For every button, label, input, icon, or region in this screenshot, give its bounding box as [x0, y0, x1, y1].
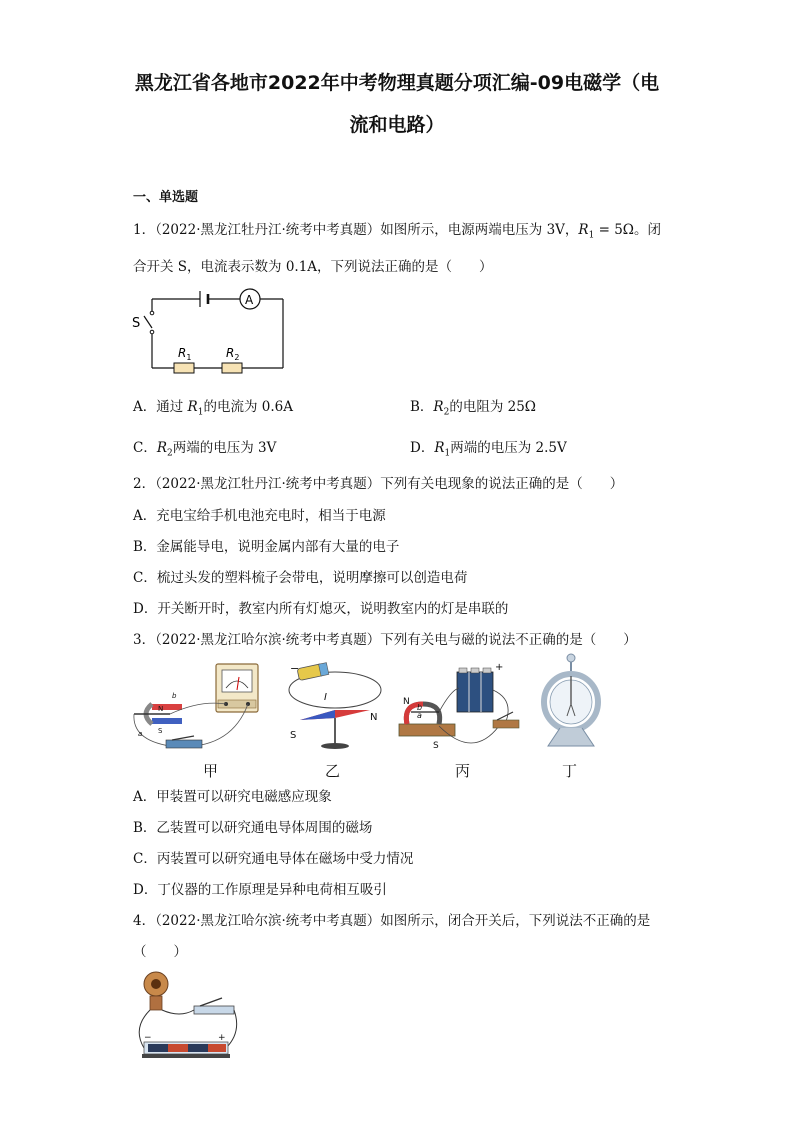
- wooden-base: [399, 724, 455, 736]
- q3-caption-jia: 甲: [203, 762, 219, 780]
- q3-option-a[interactable]: A．甲装置可以研究电磁感应现象: [133, 789, 332, 805]
- q1-option-c-prefix: C．: [133, 440, 157, 456]
- q1-option-d-text: 两端的电压为 2.5V: [450, 440, 567, 456]
- q1-option-c-sub: 2: [167, 448, 173, 459]
- q1-option-b-sub: 2: [443, 407, 450, 418]
- q3-caption-bing: 丙: [455, 762, 471, 780]
- q1-r1-symbol: R: [578, 222, 589, 238]
- q3-figure-ding: [536, 652, 606, 752]
- q1-option-d-sub: 1: [444, 448, 451, 459]
- q2-option-c[interactable]: C．梳过头发的塑料梳子会带电，说明摩擦可以创造电荷: [133, 570, 468, 586]
- q1-stem-text-a: 1．（2022·黑龙江牡丹江·统考中考真题）如图所示，电源两端电压为 3V，: [133, 222, 579, 238]
- q3-bing-n-label: N: [403, 697, 410, 707]
- q1-option-a-symbol: R: [187, 399, 198, 415]
- q1-option-d-prefix: D．: [410, 440, 435, 456]
- q3-jia-b-label: b: [172, 692, 177, 700]
- q3-bing-a-label: a: [417, 711, 422, 720]
- document-title-line2: 流和电路）: [349, 114, 445, 136]
- q1-option-b-prefix: B．: [410, 399, 434, 415]
- q4-figure: [130, 968, 240, 1064]
- q1-r1-subscript: 1: [588, 230, 595, 241]
- q2-option-b[interactable]: B．金属能导电，说明金属内部有大量的电子: [133, 539, 400, 555]
- q1-option-b[interactable]: [410, 395, 536, 418]
- q3-caption-yi: 乙: [325, 762, 341, 780]
- q1-fig-ammeter-label: A: [245, 293, 254, 307]
- q3-yi-s-label: S: [290, 730, 297, 741]
- q3-jia-s-label: S: [158, 727, 163, 735]
- q3-jia-n-label: N: [158, 705, 164, 713]
- switch-base-bing: [493, 720, 519, 728]
- q3-figure-bing: [393, 660, 523, 760]
- q3-bing-s-label: S: [433, 741, 439, 751]
- q3-caption-ding: 丁: [562, 762, 578, 780]
- q4-stem-line1: 4．（2022·黑龙江哈尔滨·统考中考真题）如图所示，闭合开关后，下列说法不正确的是: [133, 913, 651, 929]
- q1-option-a-text: 的电流为 0.6A: [203, 399, 293, 415]
- resistor-r2: [222, 363, 242, 373]
- q3-option-d[interactable]: D．丁仪器的工作原理是异种电荷相互吸引: [133, 882, 387, 898]
- q2-option-a[interactable]: A．充电宝给手机电池充电时，相当于电源: [133, 508, 386, 524]
- q4-stem-line2: （ ）: [133, 944, 187, 960]
- switch-contact-top: [150, 311, 154, 315]
- q1-fig-r1-label: $R_1$: [178, 346, 192, 362]
- q1-option-c[interactable]: [133, 436, 276, 459]
- switch-base-jia: [166, 740, 202, 748]
- switch-q4: [194, 1006, 234, 1014]
- q3-bing-b-label: b: [417, 703, 423, 712]
- battery-symbol: [200, 291, 208, 307]
- q1-option-b-text: 的电阻为 25Ω: [449, 399, 536, 415]
- q3-stem: 3．（2022·黑龙江哈尔滨·统考中考真题）下列有关电与磁的说法不正确的是（ ）: [133, 632, 637, 648]
- q3-bing-plus-label: +: [495, 662, 504, 673]
- q1-fig-switch-label: S: [132, 316, 141, 331]
- q1-option-c-text: 两端的电压为 3V: [172, 440, 277, 456]
- section-heading: 一、单选题: [133, 190, 199, 205]
- resistor-r1: [174, 363, 194, 373]
- u-magnet: [152, 704, 182, 710]
- q4-minus-label: −: [144, 1033, 152, 1043]
- q2-option-d[interactable]: D．开关断开时，教室内所有灯熄灭，说明教室内的灯是串联的: [133, 601, 509, 617]
- q3-yi-n-label: N: [370, 712, 378, 723]
- q1-stem-line1: [133, 218, 661, 241]
- q1-option-c-symbol: R: [156, 440, 168, 456]
- q1-option-a-sub: 1: [197, 407, 204, 418]
- q3-yi-current-label: I: [324, 692, 327, 703]
- q1-option-b-symbol: R: [433, 399, 444, 415]
- q3-figure-yi: [280, 660, 390, 760]
- q3-option-c[interactable]: C．丙装置可以研究通电导体在磁场中受力情况: [133, 851, 414, 867]
- q3-jia-a-label: a: [138, 730, 143, 738]
- battery-pack: [457, 672, 493, 712]
- document-title-line1: 黑龙江省各地市2022年中考物理真题分项汇编-09电磁学（电: [134, 72, 660, 94]
- q1-stem-text-b: = 5Ω。闭: [594, 222, 662, 238]
- q1-option-d[interactable]: [410, 436, 567, 459]
- q1-fig-r2-label: $R_2$: [226, 346, 240, 362]
- q3-option-b[interactable]: B．乙装置可以研究通电导体周围的磁场: [133, 820, 373, 836]
- q1-option-d-symbol: R: [434, 440, 445, 456]
- q1-option-a[interactable]: [133, 395, 293, 418]
- q1-option-a-prefix: A．通过: [133, 399, 188, 415]
- q1-stem-line2: 合开关 S，电流表示数为 0.1A，下列说法正确的是（ ）: [133, 259, 493, 275]
- q3-yi-minus-label: −: [290, 662, 300, 675]
- q2-stem: 2．（2022·黑龙江牡丹江·统考中考真题）下列有关电现象的说法正确的是（ ）: [133, 476, 624, 492]
- q3-figure-jia: [130, 660, 270, 760]
- switch-contact-bottom: [150, 330, 154, 334]
- q1-circuit-diagram: [130, 286, 295, 378]
- q4-plus-label: +: [218, 1033, 226, 1043]
